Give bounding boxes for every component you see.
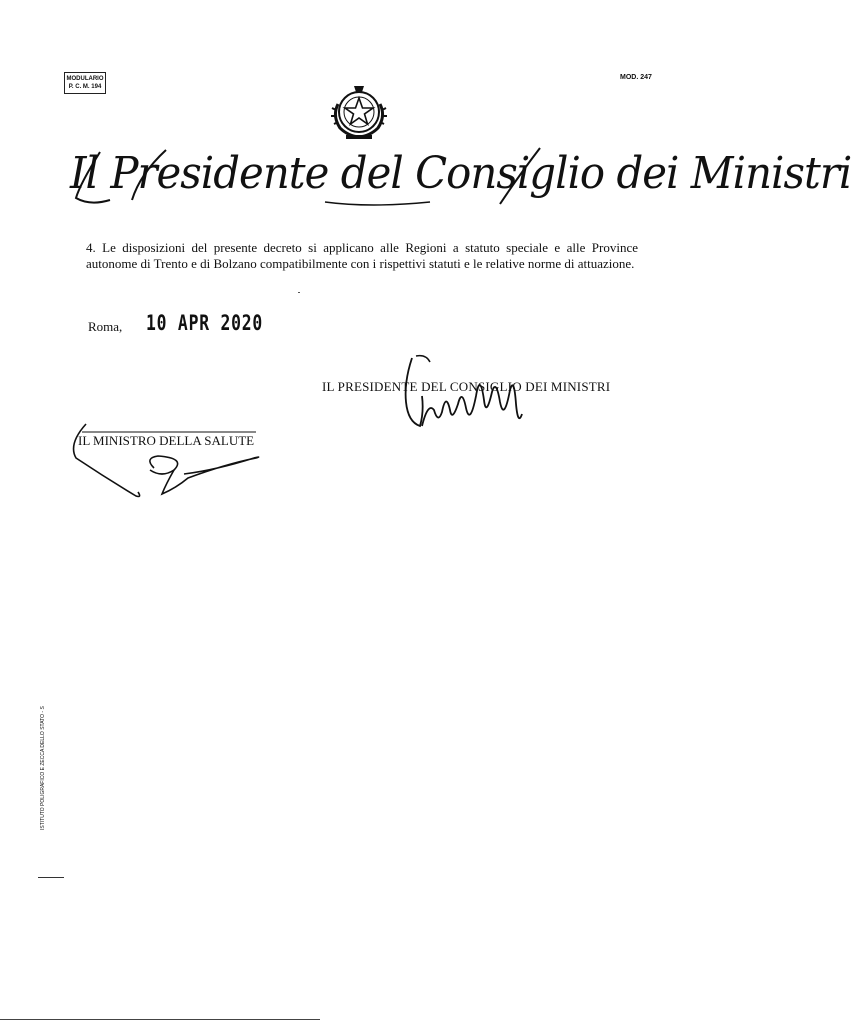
printer-margin-note: ISTITUTO POLIGRAFICO E ZECCA DELLO STATO - S	[40, 706, 46, 830]
modulario-label: MODULARIO	[66, 76, 104, 82]
presidente-signature	[392, 352, 532, 452]
date-stamp: 10 APR 2020	[146, 311, 264, 335]
ministro-signature	[66, 418, 276, 503]
mod-code: MOD. 247	[620, 74, 652, 81]
office-heading	[70, 144, 851, 216]
bottom-rule	[0, 1019, 320, 1020]
heading-text: Il Presidente del Consiglio dei Ministri	[70, 148, 851, 199]
republic-emblem-icon	[324, 82, 394, 144]
presidente-title: IL PRESIDENTE DEL CONSIGLIO DEI MINISTRI	[322, 379, 611, 394]
scan-speck	[298, 292, 300, 293]
margin-tick	[38, 877, 64, 878]
ministro-title: IL MINISTRO DELLA SALUTE	[78, 433, 255, 448]
decree-article-paragraph: 4. Le disposizioni del presente decreto si applicano alle Regioni a statuto speciale e alle Province autonome di Trento e di Bolzano compatibilmente con i rispettivi statuti e le relative norme di attuazione.	[86, 240, 638, 271]
place-label: Roma,	[88, 319, 123, 334]
modulario-box	[64, 72, 106, 94]
modulario-code: P. C. M. 194	[68, 84, 102, 90]
